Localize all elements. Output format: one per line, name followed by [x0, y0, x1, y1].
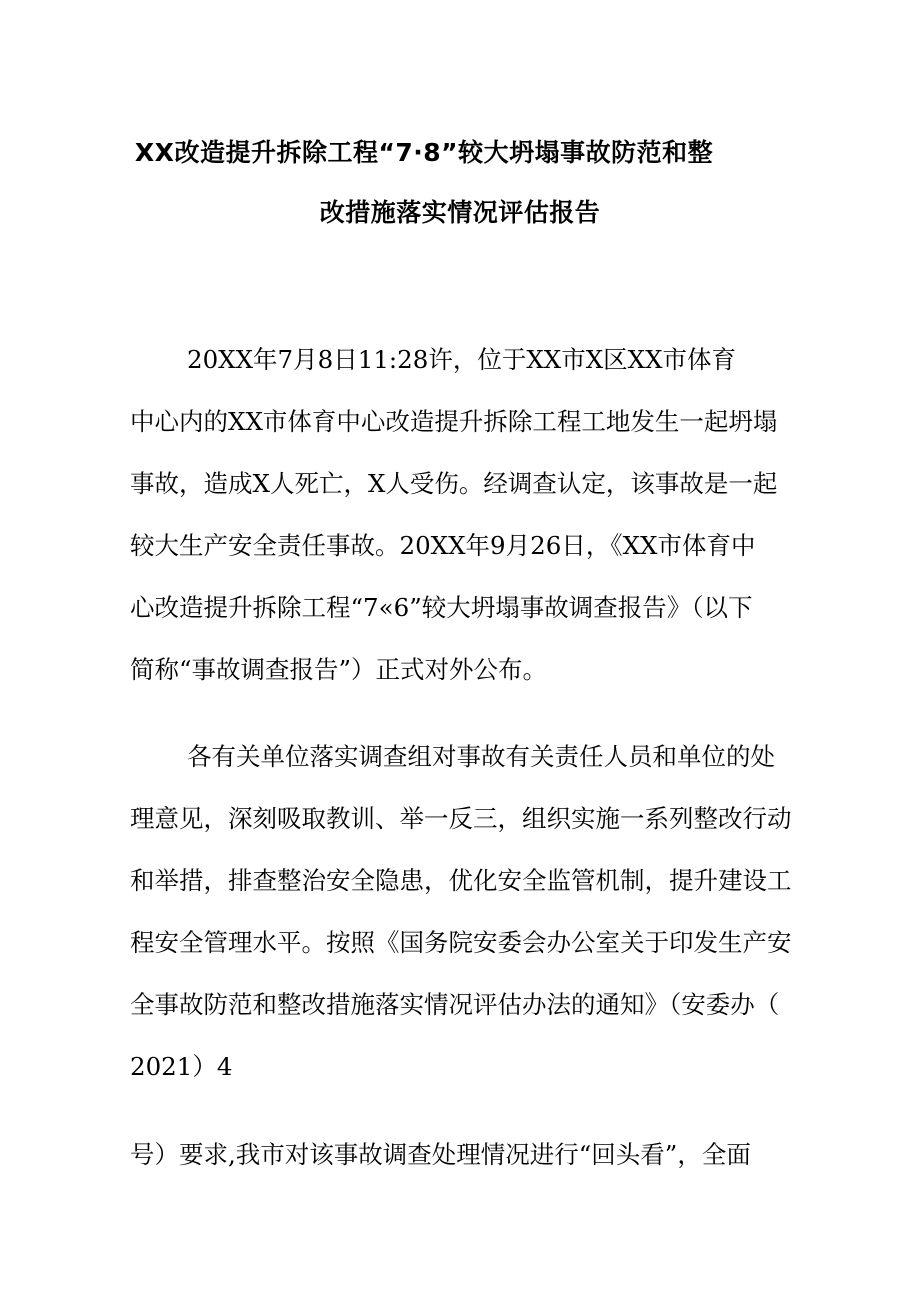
paragraph-line: 简称“事故调查报告”）正式对外公布。 — [130, 655, 548, 684]
paragraph-line: 理意见，深刻吸取教训、举一反三，组织实施一系列整改行动 — [130, 804, 792, 833]
paragraph-line: 程安全管理水平。按照《国务院安委会办公室关于印发生产安 — [130, 928, 792, 957]
paragraph-line: 心改造提升拆除工程“7«6”较大坍塌事故调查报告》（以下 — [130, 593, 753, 622]
paragraph-line: 号）要求,我市对该事故调查处理情况进行“回头看”，全面 — [130, 1140, 751, 1169]
paragraph-line: 事故，造成X人死亡，X人受伤。经调查认定，该事故是一起 — [130, 469, 778, 498]
paragraph-line: 和举措，排查整治安全隐患，优化安全监管机制，提升建设工 — [130, 866, 792, 895]
paragraph-line: 2021）4 — [130, 1052, 233, 1081]
paragraph-line: 20XX年7月8日11:28许，位于XX市X区XX市体育 — [187, 345, 737, 374]
paragraph-line: 各有关单位落实调查组对事故有关责任人员和单位的处 — [187, 742, 775, 771]
paragraph-line: 中心内的XX市体育中心改造提升拆除工程工地发生一起坍塌 — [130, 407, 778, 436]
document-title-line-1: XX改造提升拆除工程“7·8”较大坍塌事故防范和整 — [134, 138, 714, 167]
paragraph-line: 全事故防范和整改措施落实情况评估办法的通知》（安委办（ — [130, 990, 780, 1019]
paragraph-line: 较大生产安全责任事故。20XX年9月26日，《XX市体育中 — [130, 531, 756, 560]
document-title-line-2: 改措施落实情况评估报告 — [319, 198, 601, 227]
